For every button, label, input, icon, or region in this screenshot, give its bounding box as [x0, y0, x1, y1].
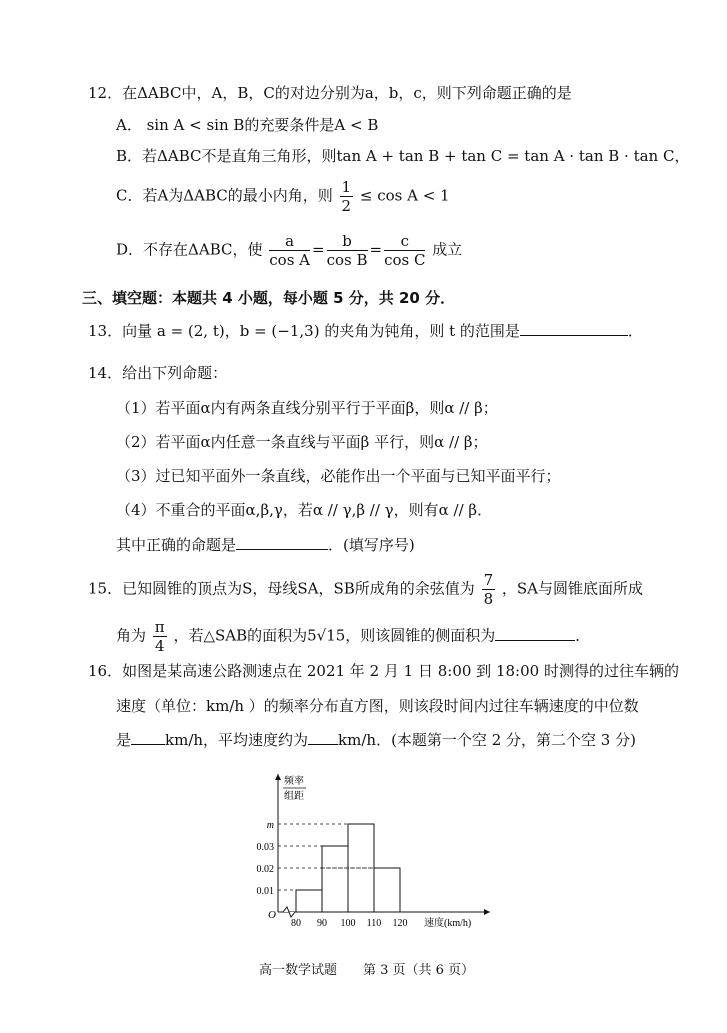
q15-fraction-angle: [153, 618, 167, 655]
q16-line3-b: km/h，平均速度约为: [165, 731, 309, 749]
y-axis-label-top: 频率: [284, 776, 304, 787]
section-3-heading: 三、填空题：本题共 4 小题，每小题 5 分，共 20 分．: [82, 289, 456, 307]
q14-tail-suffix: ．(填写序号): [328, 536, 415, 554]
origin-label: O: [268, 909, 276, 921]
q16-line-3: [116, 730, 636, 750]
q13: [88, 321, 643, 341]
q12-option-a: A． sin A < sin B的充要条件是A < B: [116, 116, 379, 134]
fraction-denominator: cos A: [269, 251, 310, 269]
q14-answer-blank[interactable]: [236, 535, 328, 550]
q12-c-fraction: [340, 178, 354, 215]
q16-line-2: 速度（单位：km/h ）的频率分布直方图，则该段时间内过往车辆速度的中位数: [116, 697, 639, 715]
q13-prefix: 13．向量 a = (2, t)，: [88, 322, 240, 340]
fraction-numerator: a: [269, 232, 310, 251]
q14-tail: [116, 535, 415, 555]
q14-item-3: （3）过已知平面外一条直线，必能作出一个平面与已知平面平行；: [116, 467, 561, 485]
fraction-numerator: 7: [483, 571, 494, 589]
fraction-numerator: 1: [341, 178, 352, 196]
q15-line-2: [116, 618, 590, 655]
q12-option-d: D．不存在ΔABC，使 $\frac{a}{\text{cos A}}$ = $\frac{b}{\text{cos B}}$ = $\frac{c}{\text{cos C}}$ 成立: [116, 232, 463, 269]
fraction-numerator: b: [327, 232, 368, 251]
q14-item-4: （4）不重合的平面α,β,γ，若α // γ,β // γ，则有α // β．: [116, 501, 493, 519]
fraction-denominator: cos C: [384, 251, 426, 269]
q12-option-c: [116, 178, 450, 215]
x-tick-label: 110: [366, 918, 382, 929]
q12-c-prefix: C．若A为ΔABC的最小内角，则: [116, 186, 333, 205]
q13-end: ．: [627, 322, 643, 340]
y-tick-label: 0.01: [256, 886, 274, 897]
q16-line-1: 16．如图是某高速公路测速点在 2021 年 2 月 1 日 8:00 到 18:00 时测得的过往车辆的: [88, 662, 679, 680]
q15-end: ．: [575, 626, 591, 645]
y-axis-label-bottom: 组距: [284, 791, 304, 802]
q15-fraction-cos: [482, 571, 496, 608]
q12-stem: 12．在ΔABC中，A，B，C的对边分别为a，b，c，则下列命题正确的是: [88, 84, 572, 102]
q12-d-fraction-a: [269, 232, 310, 269]
frequency-histogram: [240, 768, 500, 933]
fraction-numerator: π: [154, 618, 165, 636]
x-tick-label: 100: [340, 918, 356, 929]
y-tick-label: 0.02: [256, 864, 274, 875]
q12-d-prefix: D．不存在ΔABC，使: [116, 240, 263, 259]
histogram-bar: [374, 868, 400, 912]
q13-mid: b = (−1,3) 的夹角为钝角，则 t 的范围是: [239, 322, 520, 340]
q15-answer-blank[interactable]: [495, 626, 575, 641]
y-tick-label: m: [266, 820, 274, 831]
q15-line1-prefix: 15．已知圆锥的顶点为S，母线SA，SB所成角的余弦值为: [88, 579, 475, 598]
q12-d-suffix: 成立: [432, 240, 463, 259]
axis-break-mark: [283, 907, 295, 917]
x-tick-label: 90: [317, 918, 327, 929]
q13-answer-blank[interactable]: [520, 321, 628, 336]
q15-line2-suffix: ，若△SAB的面积为5√15，则该圆锥的侧面积为: [173, 626, 496, 645]
q16-answer-blank-2[interactable]: [308, 730, 338, 745]
histogram-bar: [296, 890, 322, 912]
fraction-numerator: c: [384, 232, 425, 251]
fraction-denominator: 8: [483, 590, 494, 608]
page-footer: 高一数学试题 第 3 页（共 6 页）: [259, 963, 475, 978]
x-axis-label: 速度(km/h): [424, 918, 472, 929]
q14-item-1: （1）若平面α内有两条直线分别平行于平面β，则α // β；: [116, 399, 498, 417]
q14-stem: 14．给出下列命题：: [88, 364, 228, 382]
q15-line1-suffix: ，SA与圆锥底面所成: [501, 579, 643, 598]
y-tick-label: 0.03: [256, 842, 274, 853]
q12-option-b: B．若ΔABC不是直角三角形，则tan A + tan B + tan C = tan A · tan B · tan C，: [116, 147, 690, 165]
q15-line2-prefix: 角为: [116, 626, 147, 645]
fraction-denominator: 2: [341, 197, 352, 215]
x-tick-label: 80: [291, 918, 301, 929]
fraction-denominator: 4: [154, 637, 165, 655]
q16-answer-blank-1[interactable]: [131, 730, 165, 745]
q12-d-fraction-c: [384, 232, 425, 269]
q15-line-1: [88, 571, 643, 608]
fraction-denominator: cos B: [326, 251, 368, 269]
histogram-bar: [322, 846, 348, 912]
q14-item-2: （2）若平面α内任意一条直线与平面β 平行，则α // β；: [116, 433, 488, 451]
q12-c-suffix: ≤ cos A < 1: [359, 186, 450, 205]
q16-line3-c: km/h．(本题第一个空 2 分，第二个空 3 分): [338, 731, 636, 749]
q12-d-fraction-b: [327, 232, 368, 269]
x-tick-label: 120: [392, 918, 408, 929]
q16-line3-a: 是: [116, 731, 132, 749]
q14-tail-prefix: 其中正确的命题是: [116, 536, 237, 554]
